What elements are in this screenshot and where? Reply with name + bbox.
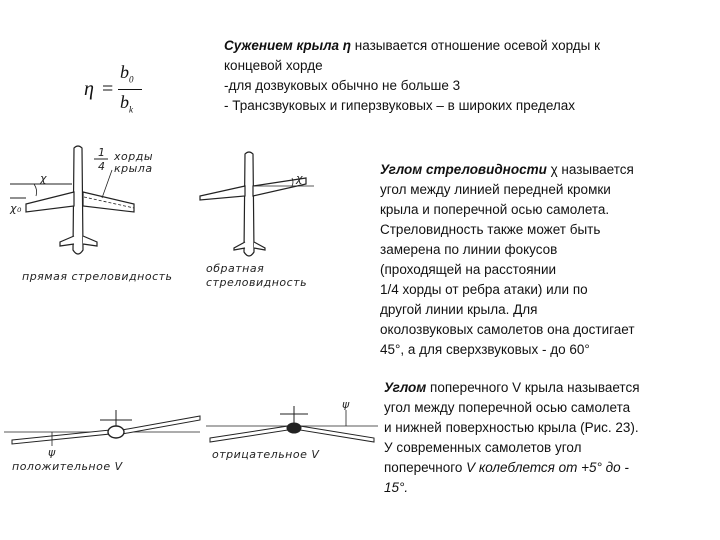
negative-dihedral-caption: отрицательное V bbox=[212, 448, 320, 461]
wing-right bbox=[122, 416, 200, 434]
quarter-denominator: 4 bbox=[98, 160, 106, 173]
wing-left bbox=[210, 426, 288, 442]
dihedral-line: угол между поперечной осью самолета bbox=[384, 400, 631, 415]
dihedral-line: 15°. bbox=[384, 480, 409, 495]
chord-label-1: хорды bbox=[114, 150, 154, 163]
sweep-line: околозвуковых самолетов она достигает bbox=[380, 322, 635, 337]
formula-numerator: $b_0$ bbox=[120, 62, 134, 85]
sweep-term: Углом стреловидности bbox=[380, 162, 547, 177]
chord-label-2: крыла bbox=[114, 162, 153, 175]
taper-term: Сужением крыла η bbox=[224, 38, 352, 53]
forward-sweep-figure bbox=[4, 142, 204, 292]
chi-label: χ bbox=[40, 172, 48, 185]
formula-equals: = bbox=[102, 78, 114, 100]
quarter-numerator: 1 bbox=[98, 146, 106, 159]
wing-right bbox=[300, 426, 374, 442]
sweep-line: 45°, а для сверхзвуковых - до 60° bbox=[380, 342, 590, 357]
sweep-line: угол между линией передней кромки bbox=[380, 182, 611, 197]
dihedral-line: и нижней поверхностью крыла (Рис. 23). bbox=[384, 420, 639, 435]
formula-fraction-bar bbox=[118, 89, 142, 90]
fuselage bbox=[108, 426, 124, 438]
formula-eta: η bbox=[84, 78, 94, 100]
dihedral-term: Углом bbox=[384, 380, 427, 395]
sweep-line: замерена по линии фокусов bbox=[380, 242, 558, 257]
taper-line-3: -для дозвуковых обычно не больше 3 bbox=[224, 78, 461, 93]
wing-left bbox=[26, 192, 74, 212]
taper-line-2: концевой хорде bbox=[224, 58, 323, 73]
sweep-line: Стреловидность также может быть bbox=[380, 222, 601, 237]
sweep-line: другой линии крыла. Для bbox=[380, 302, 538, 317]
negative-dihedral-figure bbox=[206, 398, 380, 478]
chi-zero-label: χ₀ bbox=[10, 202, 22, 215]
sweep-line: крыла и поперечной осью самолета. bbox=[380, 202, 610, 217]
reverse-sweep-figure bbox=[196, 150, 376, 300]
psi-label: ψ bbox=[48, 446, 56, 459]
taper-definition: Сужением крыла η называется отношение осевой хорды к концевой хорде -для дозвуковых обычно не больше 3 - Трансзвуковых и гиперзвуковых – в широких пределах bbox=[224, 36, 714, 116]
psi-label: ψ bbox=[342, 398, 350, 411]
taper-formula bbox=[84, 62, 144, 118]
sweep-line: 1/4 хорды от ребра атаки) или по bbox=[380, 282, 588, 297]
fuselage bbox=[244, 152, 254, 256]
dihedral-line: поперечного V колеблется от +5° до - bbox=[384, 460, 629, 475]
positive-dihedral-figure bbox=[4, 398, 204, 478]
chi-label: χ bbox=[296, 172, 304, 185]
forward-sweep-caption: прямая стреловидность bbox=[22, 270, 173, 283]
formula-denominator: $b_k$ bbox=[120, 92, 133, 115]
positive-dihedral-caption: положительное V bbox=[12, 460, 123, 473]
fuselage bbox=[287, 423, 301, 433]
reverse-sweep-caption-1: обратная bbox=[206, 262, 265, 275]
dihedral-line: У современных самолетов угол bbox=[384, 440, 582, 455]
reverse-sweep-caption-2: стреловидность bbox=[206, 276, 308, 289]
sweep-definition: Углом стреловидности χ называется угол между линией передней кромки крыла и поперечной осью самолета. Стреловидность также может быть замерена по линии фокусов (проходящей на расстоянии 1/4 хорды от ребра атаки) или по другой линии крыла. Для околозвуковых самолетов она достигает 45°, а для сверхзвуковых - до 60° bbox=[380, 160, 710, 360]
dihedral-definition: Углом поперечного V крыла называется угол между поперечной осью самолета и нижней поверхностью крыла (Рис. 23). У современных самолетов угол поперечного V колеблется от +5° до - 15°. bbox=[384, 378, 714, 498]
wing-left bbox=[200, 186, 245, 200]
sweep-line: (проходящей на расстоянии bbox=[380, 262, 557, 277]
taper-line-4: - Трансзвуковых и гиперзвуковых – в широких пределах bbox=[224, 98, 576, 113]
